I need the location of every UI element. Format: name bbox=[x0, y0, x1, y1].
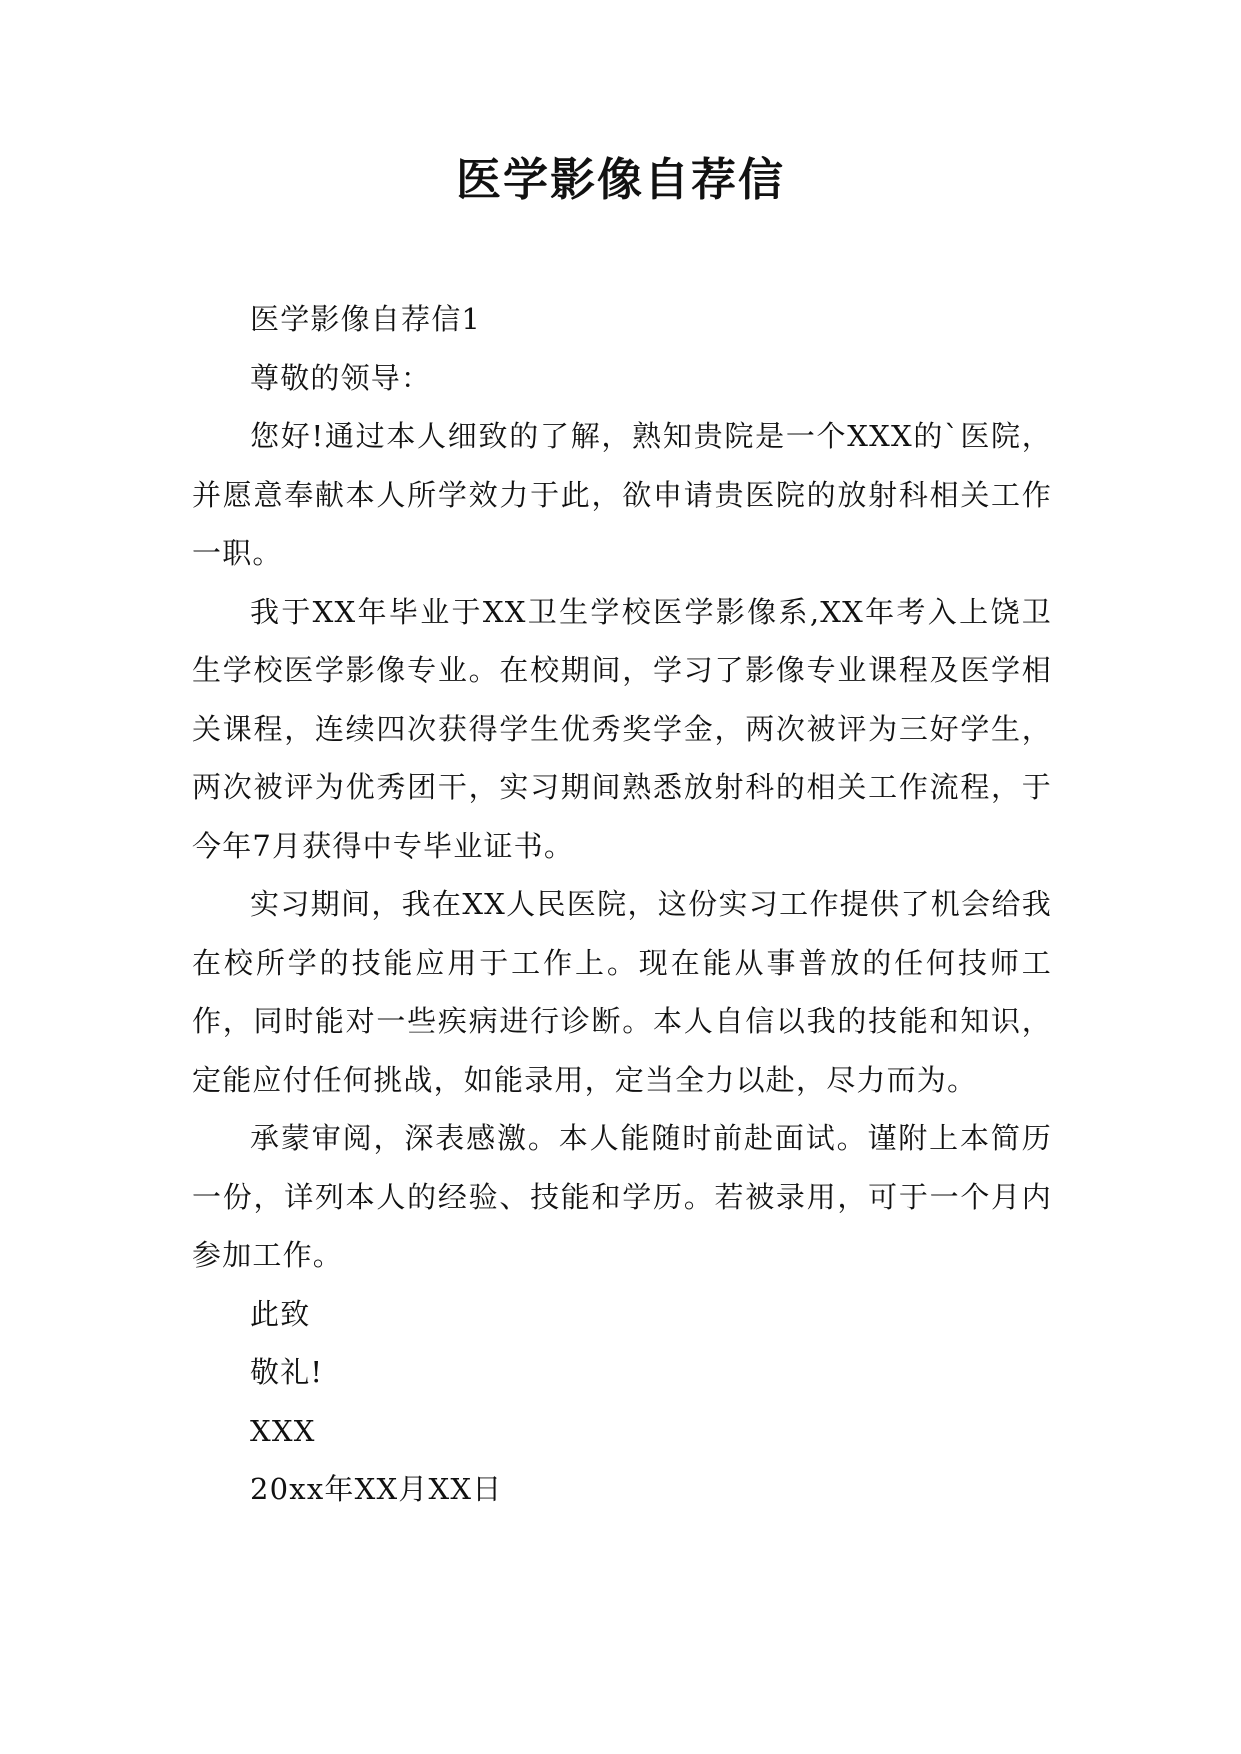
salutation: 尊敬的领导： bbox=[250, 360, 432, 395]
letter-body bbox=[192, 290, 1052, 1519]
letter-heading: 医学影像自荐信1 bbox=[250, 302, 482, 336]
closing-phrase: 此致 bbox=[250, 1296, 311, 1331]
paragraph-intro: 您好!通过本人细致的了解，熟知贵院是一个XXX的`医院，并愿意奉献本人所学效力于此，欲申请贵医院的放射科相关工作一职。 bbox=[192, 419, 1052, 570]
paragraph-education: 我于XX年毕业于XX卫生学校医学影像系,XX年考入上饶卫生学校医学影像专业。在校期间，学习了影像专业课程及医学相关课程，连续四次获得学生优秀奖学金，两次被评为三好学生，两次被评为优秀团干，实习期间熟悉放射科的相关工作流程，于今年7月获得中专毕业证书。 bbox=[192, 594, 1052, 863]
document-title: 医学影像自荐信 bbox=[455, 153, 785, 206]
paragraph-internship: 实习期间，我在XX人民医院，这份实习工作提供了机会给我在校所学的技能应用于工作上。现在能从事普放的任何技师工作，同时能对一些疾病进行诊断。本人自信以我的技能和知识，定能应付任何挑战，如能录用，定当全力以赴，尽力而为。 bbox=[192, 887, 1052, 1097]
signature-date: 20xx年XX月XX日 bbox=[250, 1472, 503, 1506]
paragraph-closing: 承蒙审阅，深表感激。本人能随时前赴面试。谨附上本简历一份，详列本人的经验、技能和学历。若被录用，可于一个月内参加工作。 bbox=[192, 1121, 1052, 1272]
signature-name: XXX bbox=[250, 1413, 316, 1448]
closing-regards: 敬礼! bbox=[250, 1355, 324, 1389]
